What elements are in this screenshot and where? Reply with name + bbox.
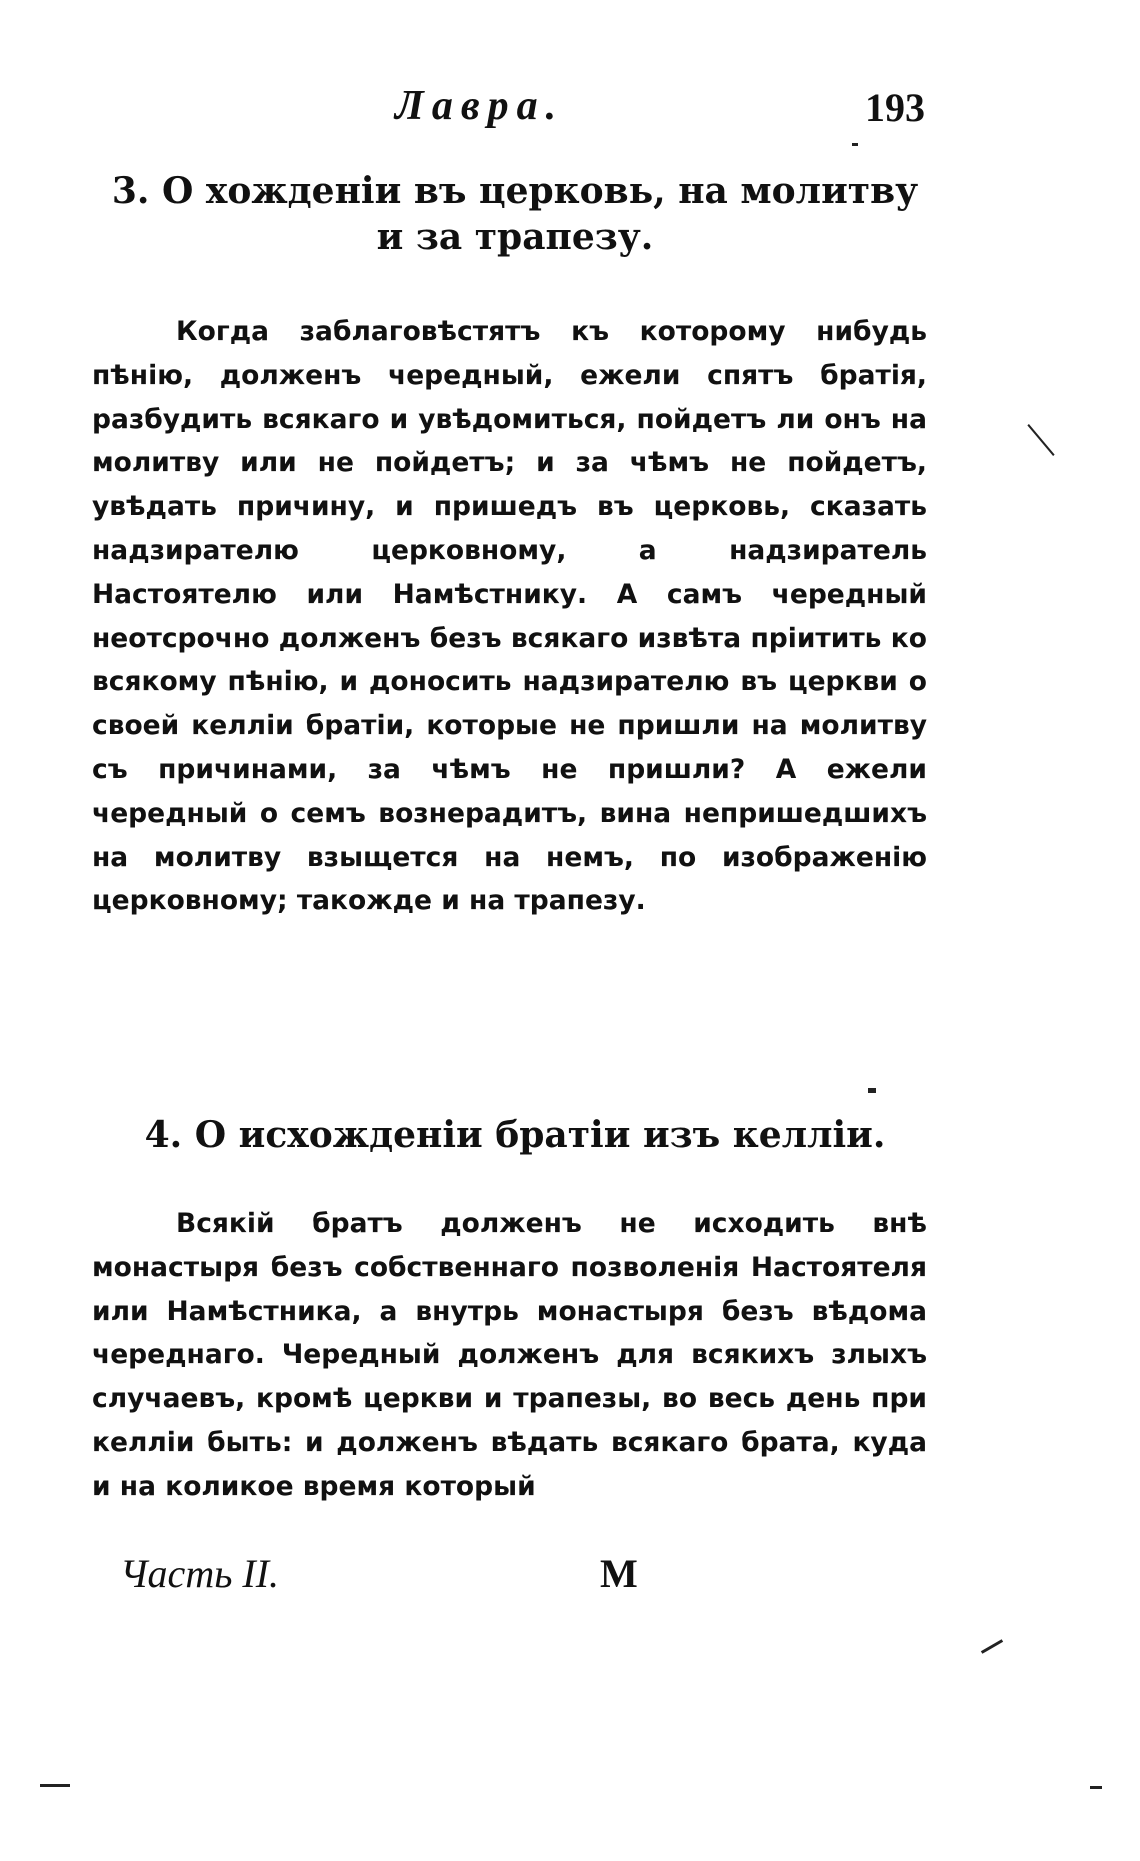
section-text-3: Когда заблаговѣстятъ къ которому нибудь пѣнію, долженъ чередный, ежели спятъ братія, разбудить всякаго и увѣдомиться, пойдетъ ли онъ на молитву или не пойдетъ; и за чѣмъ не пойдетъ, увѣдать причину, и пришедъ въ церковь, сказать надзирателю церковному, а надзиратель Настоятелю или Намѣстнику. А самъ чередный неотсрочно долженъ безъ всякаго извѣта пріитить ко всякому пѣнію, и доносить надзирателю въ церкви о своей келліи братіи, которые не пришли на молитву съ причинами, за чѣмъ не пришли? А ежели чередный о семъ вознерадитъ, вина непришедшихъ на молитву взыщется на немъ, по изображенію церковному; такожде и на трапезу.: [92, 316, 927, 917]
running-title: Лавра.: [395, 83, 565, 129]
signature-mark: М: [600, 1551, 638, 1596]
section-heading-3: 3. О хожденіи въ церковь, на молитву и за трапезу.: [111, 170, 919, 258]
page-number: 193: [865, 85, 925, 130]
scan-speck: [1027, 424, 1054, 456]
signature-part: Часть II.: [120, 1551, 280, 1596]
scan-speck: [868, 1088, 876, 1093]
scan-speck: [852, 143, 858, 146]
scan-speck: [1090, 1786, 1102, 1789]
section-heading-4: 4. О исхожденіи братіи изъ келліи.: [144, 1114, 886, 1156]
section-text-4: Всякій братъ долженъ не исходить внѣ монастыря безъ собственнаго позволенія Настоятеля или Намѣстника, а внутрь монастыря безъ вѣдома череднаго. Чередный долженъ для всякихъ злыхъ случаевъ, кромѣ церкви и трапезы, во весь день при келліи быть: и долженъ вѣдать всякаго брата, куда и на коликое время который: [92, 1208, 927, 1502]
scan-speck: [40, 1784, 70, 1787]
scan-speck: [981, 1639, 1003, 1654]
